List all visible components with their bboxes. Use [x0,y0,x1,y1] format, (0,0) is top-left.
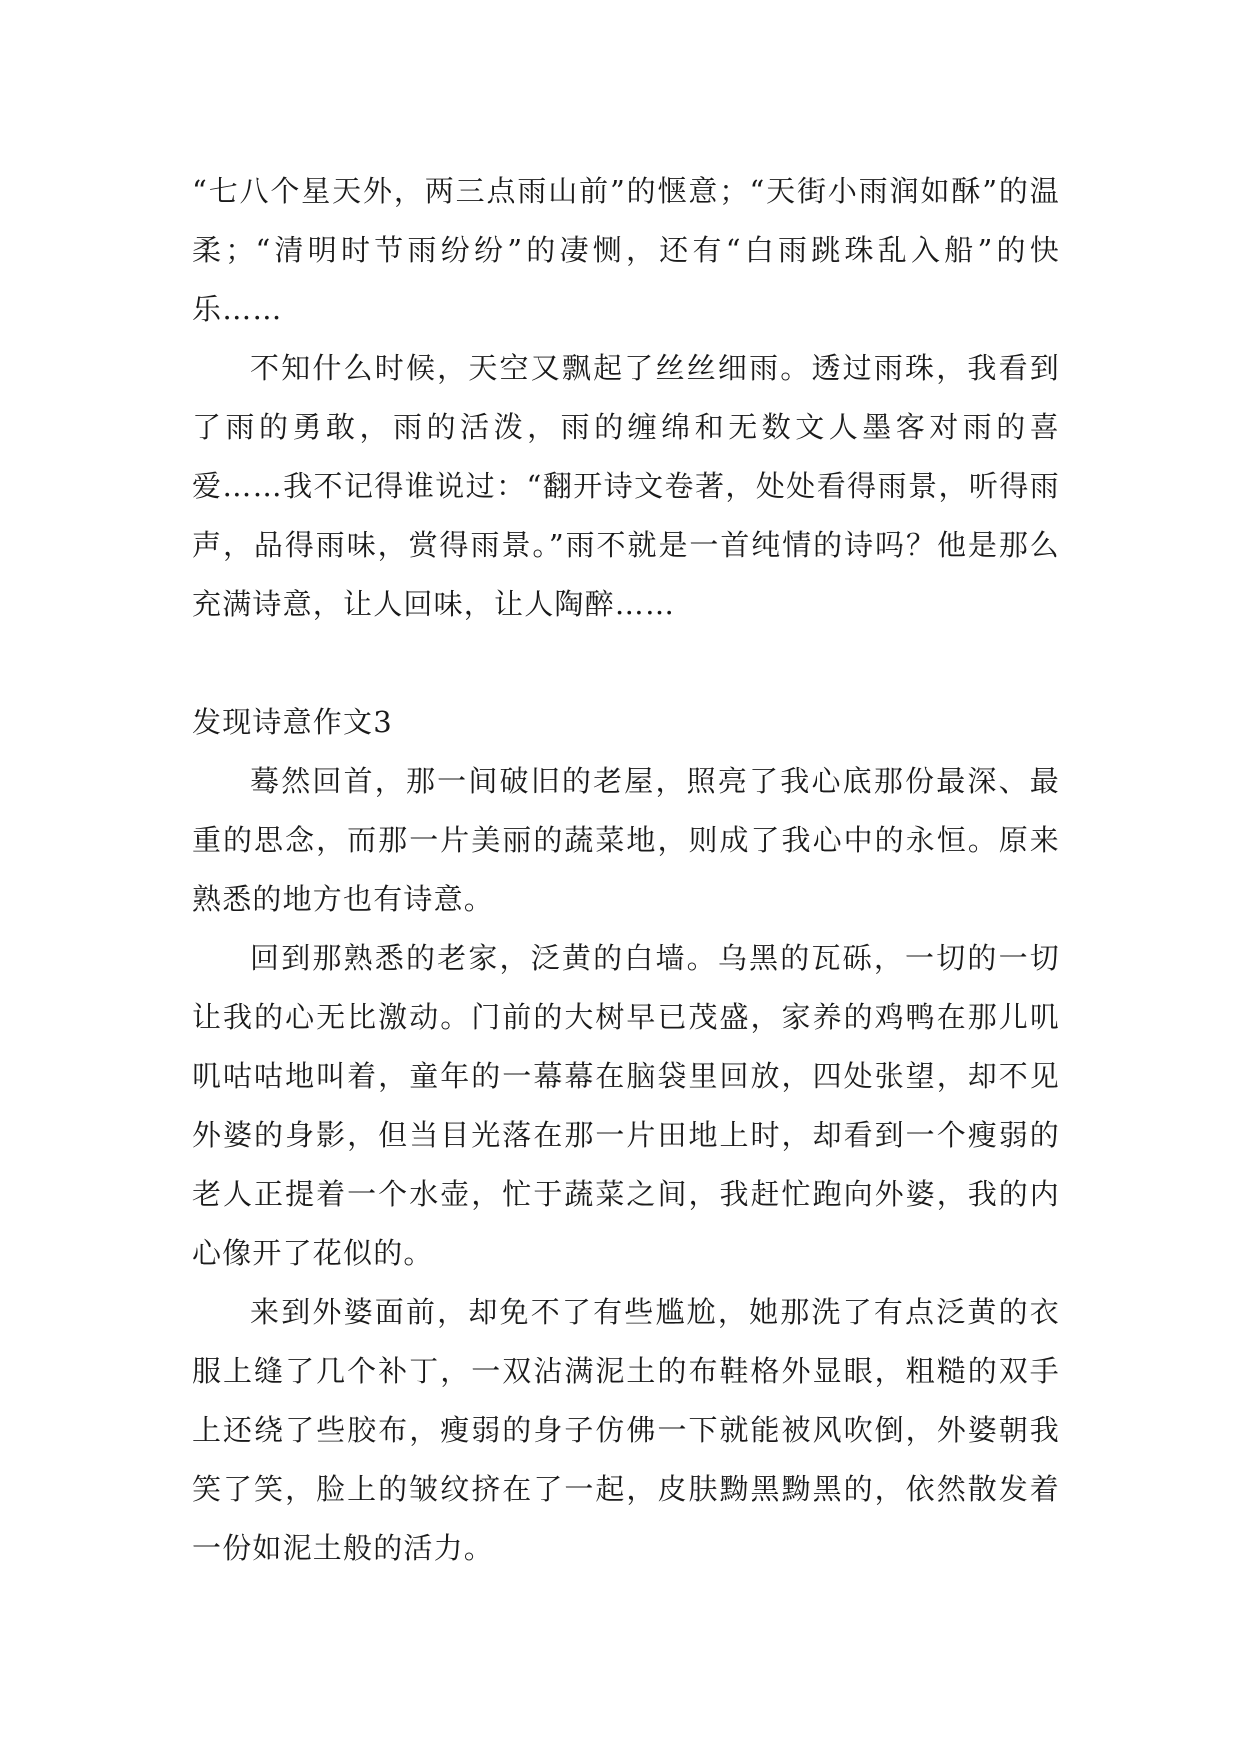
paragraph-old-house: 蓦然回首，那一间破旧的老屋，照亮了我心底那份最深、最重的思念，而那一片美丽的蔬菜地，则成了我心中的永恒。原来熟悉的地方也有诗意。 [192,764,1060,916]
section-title: 发现诗意作文3 [192,705,393,739]
document-body [192,162,1060,1578]
paragraph-grandmother: 来到外婆面前，却免不了有些尴尬，她那洗了有点泛黄的衣服上缝了几个补丁，一双沾满泥土的布鞋格外显眼，粗糙的双手上还绕了些胶布，瘦弱的身子仿佛一下就能被风吹倒，外婆朝我笑了笑，脸上的皱纹挤在了一起，皮肤黝黑黝黑的，依然散发着一份如泥土般的活力。 [192,1295,1060,1565]
paragraph-return-home: 回到那熟悉的老家，泛黄的白墙。乌黑的瓦砾，一切的一切让我的心无比激动。门前的大树早已茂盛，家养的鸡鸭在那儿叽叽咕咕地叫着，童年的一幕幕在脑袋里回放，四处张望，却不见外婆的身影，但当目光落在那一片田地上时，却看到一个瘦弱的老人正提着一个水壶，忙于蔬菜之间，我赶忙跑向外婆，我的内心像开了花似的。 [192,941,1060,1270]
blank-line [192,634,1060,693]
paragraph-drizzle: 不知什么时候，天空又飘起了丝丝细雨。透过雨珠，我看到了雨的勇敢，雨的活泼，雨的缠绵和无数文人墨客对雨的喜爱……我不记得谁说过：“翻开诗文卷著，处处看得雨景，听得雨声，品得雨味，赏得雨景。”雨不就是一首纯情的诗吗？他是那么充满诗意，让人回味，让人陶醉…… [192,351,1060,621]
paragraph-poetry-quotes: “七八个星天外，两三点雨山前”的惬意；“天街小雨润如酥”的温柔；“清明时节雨纷纷”的凄恻，还有“白雨跳珠乱入船”的快乐…… [192,174,1060,326]
